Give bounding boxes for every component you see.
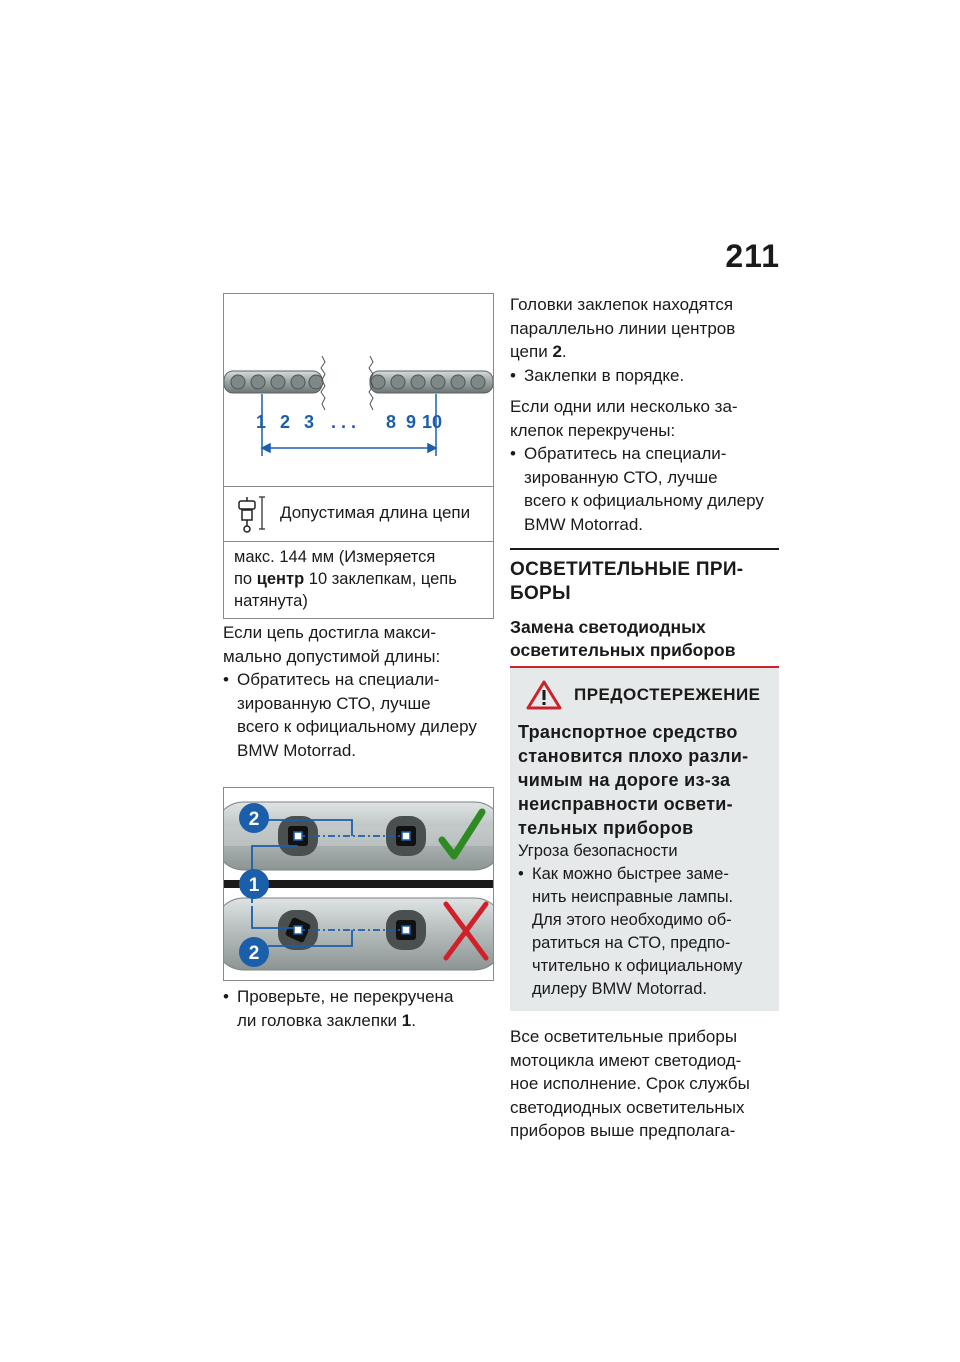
spec-line-3: натянута) (234, 592, 308, 610)
text-line (510, 340, 779, 364)
left-bullet-1 (223, 668, 494, 762)
right-column (510, 293, 779, 1143)
callout-1 (239, 869, 269, 899)
heading-line: Замена светодиодных (510, 617, 706, 637)
right-paragraph-2 (510, 395, 779, 442)
text-span-bold: 2 (552, 342, 562, 361)
callout-label: 2 (248, 809, 260, 830)
spec-table (223, 487, 494, 619)
text-line: Для этого необходимо об- (532, 911, 732, 929)
right-bullet-2 (510, 442, 779, 536)
warning-bullet (518, 863, 771, 1001)
heading-line: БОРЫ (510, 583, 571, 604)
right-bullet-1 (510, 364, 779, 388)
text-line: Головки заклепок находятся (510, 295, 734, 314)
pin-label-9: 9 (406, 412, 417, 432)
text-span-bold: 1 (401, 1010, 412, 1030)
pin-label-3: 3 (304, 412, 315, 432)
text-line: дилеру BMW Motorrad. (532, 980, 707, 998)
text-line: мотоцикла имеют светодиод- (510, 1050, 742, 1070)
text-line (237, 1009, 494, 1033)
chain-illustration (224, 294, 493, 486)
text-line: чимым на дороге из-за (518, 770, 731, 790)
left-paragraph-1 (223, 621, 494, 668)
text-span: . (561, 342, 567, 361)
text-line: ратиться на СТО, предпо- (532, 934, 731, 952)
text-line: зированную СТО, лучше (237, 693, 431, 713)
rivet-alignment-figure (223, 787, 494, 981)
pin-label-10: 10 (422, 412, 443, 432)
spec-body (224, 542, 493, 618)
text-line: Как можно быстрее заме- (532, 865, 729, 883)
callout-label: 2 (248, 943, 260, 964)
left-bullet-2 (223, 985, 494, 1032)
text-line: мально допустимой длины: (223, 646, 441, 666)
text-line: BMW Motorrad. (524, 514, 644, 534)
callout-label: 1 (248, 875, 260, 896)
text-line: тельных приборов (518, 818, 694, 838)
text-line: Проверьте, не перекручена (237, 987, 454, 1006)
text-line: неисправности освети- (518, 794, 733, 814)
spec-line-1: макс. 144 мм (Измеряется (234, 548, 436, 566)
page-number: 211 (725, 238, 780, 274)
text-line: светодиодных осветительных (510, 1097, 745, 1117)
text-line: Транспортное средство (518, 722, 738, 742)
text-line: Обратитесь на специали- (237, 670, 440, 689)
text-line: Если одни или несколько за- (510, 397, 738, 416)
text-line: Обратитесь на специали- (524, 444, 727, 463)
warning-triangle-icon (526, 680, 562, 710)
pin-label-1: 1 (256, 412, 267, 432)
warning-risk: Угроза безопасности (518, 842, 678, 860)
pin-label-8: 8 (386, 412, 397, 432)
warning-title: ПРЕДОСТЕРЕЖЕНИЕ (574, 685, 761, 704)
spec-line-2 (234, 568, 483, 590)
spec-line-2-prefix: по (234, 570, 253, 588)
warning-box (510, 668, 779, 1011)
text-line: параллельно линии центров (510, 318, 736, 338)
spec-line-2-bold: центр (256, 570, 305, 588)
spec-line-2-suffix: 10 заклепкам, цепь (308, 570, 457, 588)
bullet-dot: • (518, 865, 524, 883)
callout-2-bottom (239, 937, 269, 967)
text-span: ли головка заклепки (237, 1010, 398, 1030)
text-line: нить неисправные лампы. (532, 888, 734, 906)
spec-header (224, 487, 493, 542)
section-heading (510, 548, 779, 606)
bullet-dot: • (510, 365, 516, 385)
text-line: клепок перекручены: (510, 420, 676, 440)
subsection-heading (510, 616, 779, 668)
pin-label-2: 2 (280, 412, 291, 432)
heading-line: осветительных приборов (510, 640, 736, 660)
right-paragraph-3 (510, 1025, 779, 1143)
left-column (223, 293, 494, 1032)
text-span: . (411, 1010, 416, 1030)
rivet-illustration (224, 788, 493, 980)
text-line: Если цепь достигла макси- (223, 623, 437, 642)
text-span: цепи (510, 342, 548, 361)
text-line: чтительно к официальному (532, 957, 743, 975)
pin-label-dots: . . . (331, 412, 357, 432)
chain-length-figure (223, 293, 494, 487)
text-line: всего к официальному дилеру (524, 491, 764, 510)
text-line: Все осветительные приборы (510, 1027, 738, 1046)
text-line: становится плохо разли- (518, 746, 749, 766)
text-line: приборов выше предполага- (510, 1121, 736, 1140)
heading-line: ОСВЕТИТЕЛЬНЫЕ ПРИ- (510, 559, 744, 580)
text-line: Заклепки в порядке. (524, 365, 685, 385)
callout-2-top (239, 803, 269, 833)
bullet-dot: • (223, 987, 229, 1006)
warning-header (526, 680, 771, 710)
text-line: ное исполнение. Срок службы (510, 1074, 750, 1093)
spec-title: Допустимая длина цепи (280, 503, 471, 522)
bullet-dot: • (510, 444, 516, 463)
text-line: зированную СТО, лучше (524, 467, 718, 487)
text-line: BMW Motorrad. (237, 740, 357, 760)
bullet-dot: • (223, 670, 229, 689)
text-line: всего к официальному дилеру (237, 717, 477, 736)
chain-gauge-icon (234, 493, 270, 533)
warning-main (518, 720, 771, 840)
